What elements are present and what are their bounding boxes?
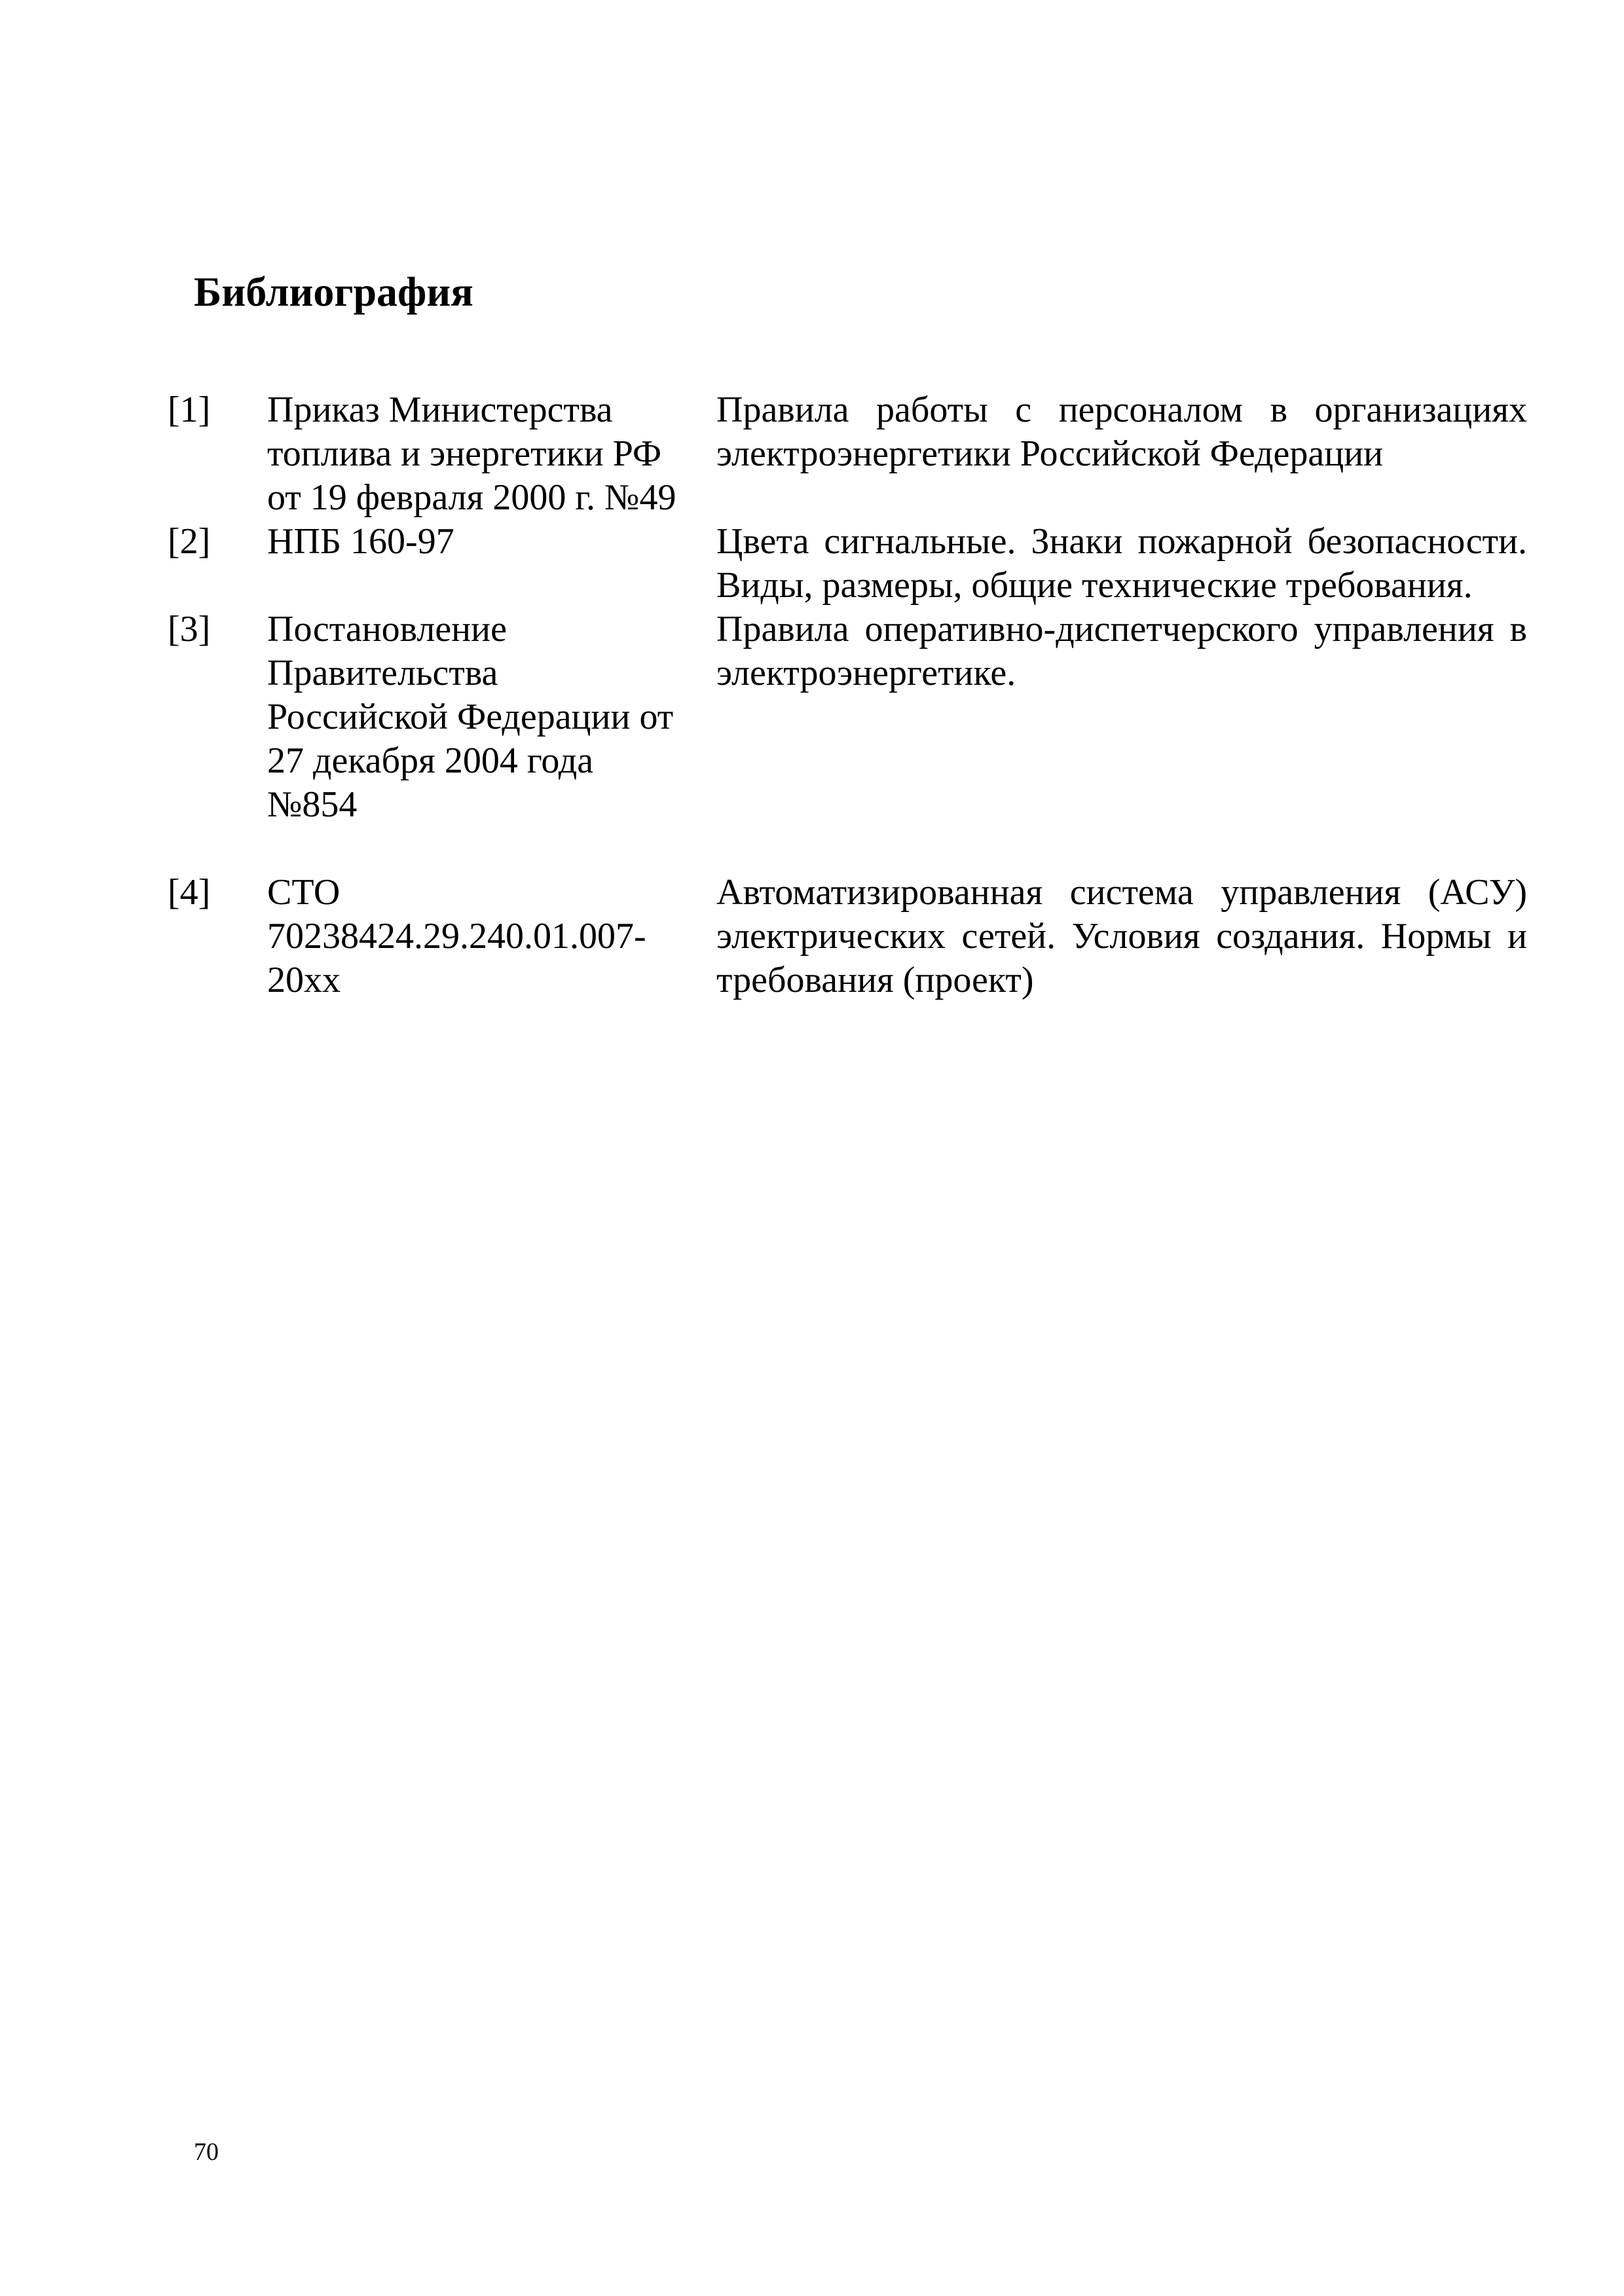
entry-number: [4] [168,872,211,913]
entry-number: [2] [168,521,211,562]
page-heading: Библиография [194,268,473,315]
bibliography-entry-3 [168,608,1527,827]
entry-number: [3] [168,609,211,649]
entry-title: Правила работы с персоналом в организациях электроэнергетики Российской Федерации [716,390,1527,474]
entry-source: Приказ Министерства топлива и энергетики РФ от 19 февраля 2000 г. №49 [267,390,676,518]
entry-source: СТО 70238424.29.240.01.007- 20хх [267,872,646,1000]
bibliography-entry-1 [168,388,1527,520]
bibliography-entry-4 [168,871,1527,1002]
entry-source: Постановление Правительства Российской Федерации от 27 декабря 2004 года №854 [267,609,674,825]
entry-title: Правила оперативно-диспетчерского управления в электроэнергетике. [716,609,1527,693]
entry-title: Цвета сигнальные. Знаки пожарной безопасности. Виды, размеры, общие технические требования. [716,521,1527,606]
page-number: 70 [194,2138,219,2166]
entry-title: Автоматизированная система управления (АСУ) электрических сетей. Условия создания. Нормы и требования (проект) [716,872,1527,1000]
entry-number: [1] [168,390,211,430]
entry-source: НПБ 160-97 [267,521,454,562]
bibliography-entry-2 [168,520,1527,608]
bibliography-list [168,388,1527,1002]
